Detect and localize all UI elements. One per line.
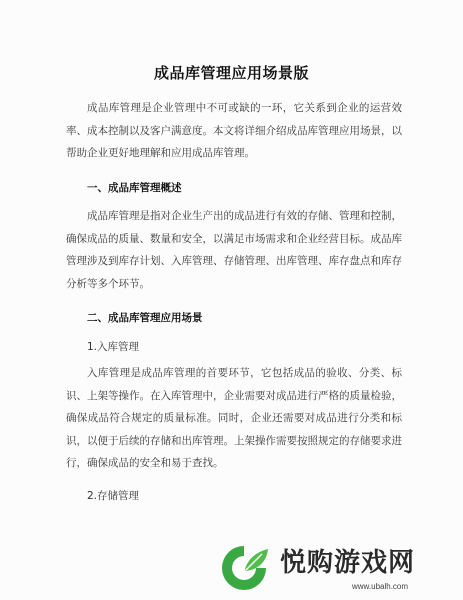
subsection-2-title: 2.存储管理 [87,489,140,502]
leaf-logo-icon [216,540,272,596]
document-title: 成品库管理应用场景版 [153,64,309,82]
section-1-heading: 一、成品库管理概述 [87,181,182,194]
section-2-heading: 二、成品库管理应用场景 [87,312,203,324]
document-body [66,97,402,511]
watermark-url: www.ubalh.com [352,582,409,591]
subsection-1-title: 1.入库管理 [87,340,140,353]
watermark-brand: 悦购游戏网 [280,548,416,578]
section-1-paragraph: 成品库管理是指对企业生产出的成品进行有效的存储、管理和控制，确保成品的质量、数量和安全，以满足市场需求和企业经营目标。成品库管理涉及到库存计划、入库管理、存储管理、出库管理、库存盘点和库存分析等多个环节。 [66,210,402,290]
intro-paragraph: 成品库管理是企业管理中不可或缺的一环，它关系到企业的运营效率、成本控制以及客户满意度。本文将详细介绍成品库管理应用场景，以帮助企业更好地理解和应用成品库管理。 [66,102,402,159]
subsection-1-paragraph: 入库管理是成品库管理的首要环节，它包括成品的验收、分类、标识、上架等操作。在入库管理中，企业需要对成品进行严格的质量检验，确保成品符合规定的质量标准。同时，企业还需要对成品进行分类和标识，以便于后续的存储和出库管理。上架操作需要按照规定的存储要求进行，确保成品的安全和易于查找。 [66,367,402,469]
